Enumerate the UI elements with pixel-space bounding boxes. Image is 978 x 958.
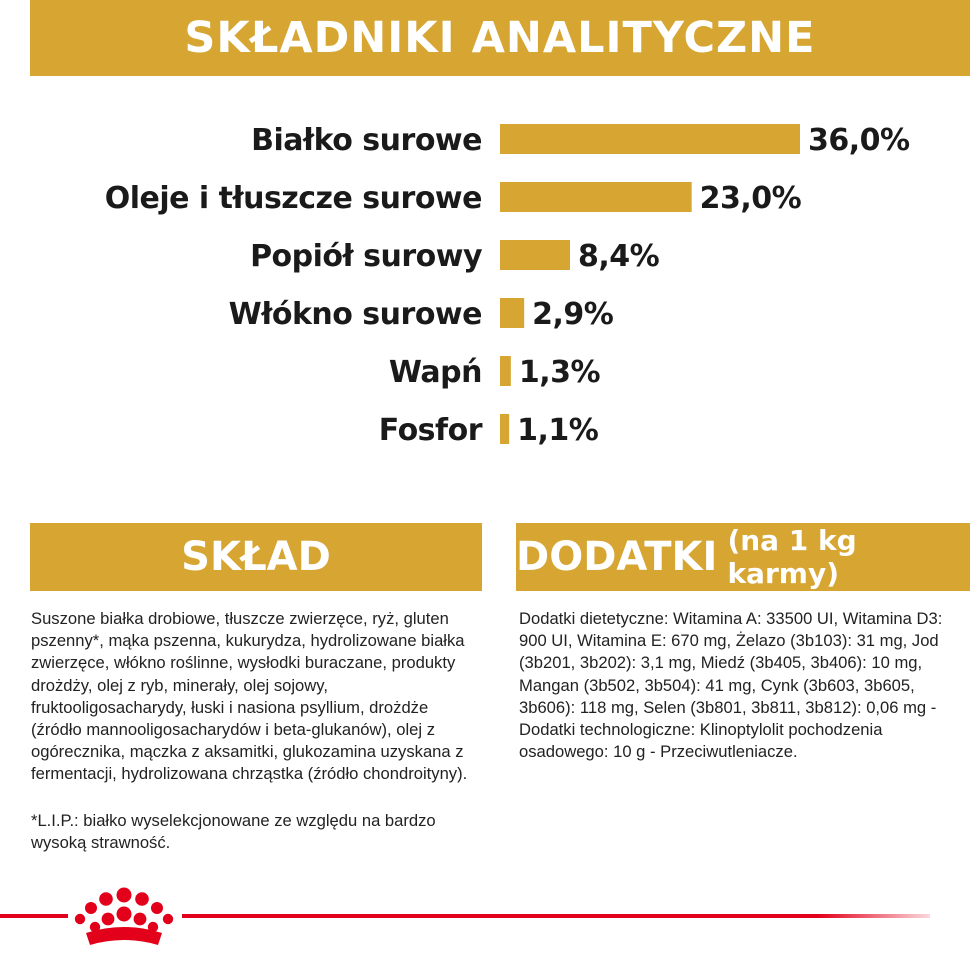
- bar-1: [500, 182, 692, 212]
- dodatki-title: DODATKI: [516, 534, 718, 580]
- bar-2: [500, 240, 570, 270]
- footer-line-left: [0, 914, 68, 918]
- sklad-title: SKŁAD: [181, 534, 331, 580]
- category-label: Włókno surowe: [228, 297, 482, 332]
- value-label: 1,1%: [517, 413, 599, 448]
- dodatki-subtitle: (na 1 kg karmy): [727, 524, 857, 590]
- bar-3: [500, 298, 524, 328]
- dodatki-text: Dodatki dietetyczne: Witamina A: 33500 UI, Witamina D3: 900 UI, Witamina E: 670 mg, Żelazo (3b103): 31 mg, Jod (3b201, 3b202): 3,1 mg, Miedź (3b405, 3b406): 10 mg, Mangan (3b502, 3b504): 41 mg, Cynk (3b603, 3b605, 3b606): 118 mg, Selen (3b801, 3b811, 3b812): 0,06 mg - Dodatki technologiczne: Klinoptylolit pochodzenia osadowego: 10 g - Przeciwutleniacze.: [519, 609, 943, 762]
- header-band: [30, 0, 970, 76]
- sklad-header: [30, 523, 482, 591]
- royal-canin-crown-icon: [66, 885, 182, 951]
- category-label: Białko surowe: [251, 123, 482, 158]
- analytical-bar-chart: [0, 100, 978, 480]
- value-label: 1,3%: [518, 355, 601, 390]
- bar-4: [500, 356, 511, 386]
- category-label: Wapń: [388, 355, 482, 390]
- category-label: Fosfor: [378, 413, 482, 448]
- page-title: SKŁADNIKI ANALITYCZNE: [184, 13, 816, 63]
- sklad-text: Suszone białka drobiowe, tłuszcze zwierzęce, ryż, gluten pszenny*, mąka pszenna, kukurydza, hydrolizowane białka zwierzęce, włókno roślinne, wysłodki buraczane, produkty drożdży, olej z ryb, minerały, olej sojowy, fruktooligosacharydy, łuski i nasiona psyllium, drożdże (źródło mannooligosacharydów i beta-glukanów), olej z ogórecznika, mączka z aksamitki, glukozamina uzyskana z fermentacji, hydrolizowana chrząstka (źródło chondroityny).: [31, 609, 468, 784]
- bar-0: [500, 124, 800, 154]
- dodatki-header: [516, 523, 970, 591]
- bar-5: [500, 414, 509, 444]
- category-label: Popiół surowy: [250, 239, 482, 274]
- value-label: 23,0%: [699, 181, 802, 216]
- value-label: 8,4%: [578, 239, 660, 274]
- category-label: Oleje i tłuszcze surowe: [104, 181, 482, 216]
- value-label: 36,0%: [808, 123, 910, 158]
- footnote-text: *L.I.P.: białko wyselekcjonowane ze względu na bardzo wysoką strawność.: [31, 811, 436, 853]
- footer-line-right: [182, 914, 930, 918]
- value-label: 2,9%: [532, 297, 614, 332]
